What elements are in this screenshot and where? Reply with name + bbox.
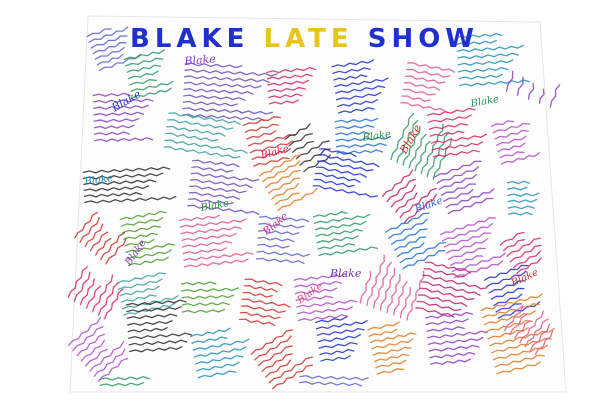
poster-title	[0, 24, 609, 54]
note-blake: Blake	[183, 52, 217, 68]
note-blake: Blake	[397, 122, 425, 156]
title-word-late: LATE	[263, 24, 354, 54]
note-blake: Blake	[123, 238, 149, 268]
note-blake: Blake	[199, 198, 230, 214]
note-blake: Blake	[295, 280, 326, 307]
handwriting-line	[549, 84, 559, 107]
note-blake: Blake	[259, 143, 291, 162]
note-blake: Blake	[469, 94, 500, 110]
title-word-show: SHOW	[367, 24, 479, 54]
note-blake: Blake	[109, 87, 144, 115]
note-blake: Blake	[361, 129, 392, 144]
note-blake: Blake	[83, 173, 114, 188]
note-blake: Blake	[413, 195, 445, 216]
note-blake: Blake	[261, 210, 291, 238]
note-blake: Blake	[509, 267, 541, 290]
note-blake: Blake	[330, 267, 362, 280]
title-word-blake: BLAKE	[130, 24, 250, 54]
